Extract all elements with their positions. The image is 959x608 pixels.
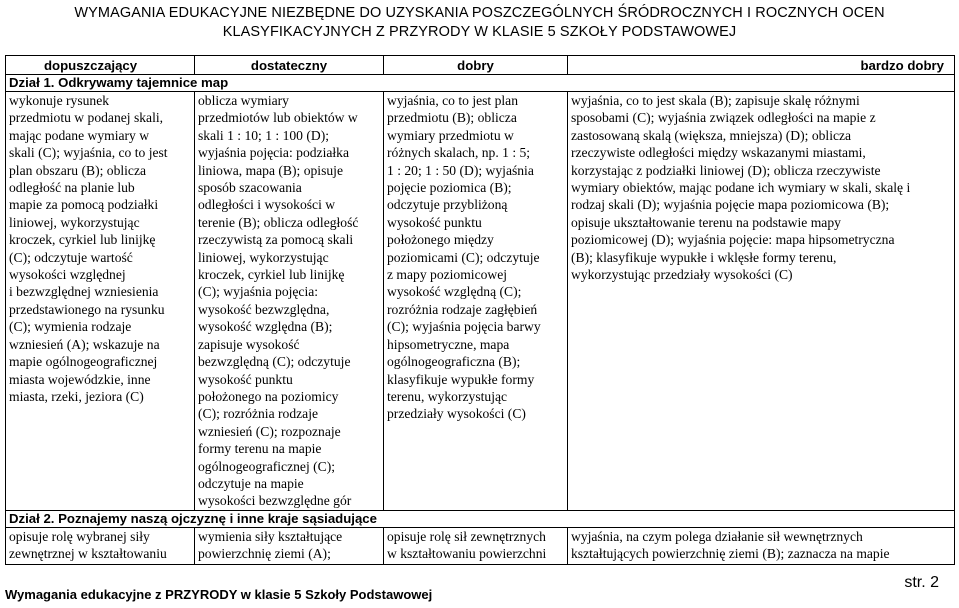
- cell-text-line: poziomicami (C); odczytuje: [387, 249, 540, 265]
- cell-text-line: wymienia siły kształtujące: [198, 528, 343, 544]
- header-dostateczny: dostateczny: [195, 56, 384, 75]
- cell-text-line: różnych skalach, np. 1 : 5;: [387, 145, 531, 161]
- cell-dostateczny: [195, 92, 384, 511]
- cell-text-line: bezwzględną (C); odczytuje: [198, 354, 351, 370]
- cell-text-line: zastosowaną skalą (większa, mniejsza) (D); oblicza: [571, 127, 852, 143]
- cell-text-line: plan obszaru (B); oblicza: [9, 162, 147, 178]
- cell-text-line: sposobami (C); wyjaśnia związek odległości na mapie z: [571, 110, 876, 126]
- cell-text-line: przedmiotu (B); oblicza: [387, 110, 517, 126]
- cell-text-line: wykonuje rysunek: [9, 93, 110, 108]
- cell-text-line: wyjaśnia, na czym polega działanie sił wewnętrznych: [571, 528, 863, 544]
- cell-text-line: odczytuje na mapie: [198, 475, 304, 491]
- requirements-table: [5, 55, 955, 565]
- section-heading-row: [6, 75, 955, 92]
- cell-text-line: oblicza wymiary: [198, 93, 289, 108]
- grade-header-row: [6, 56, 955, 75]
- cell-text-line: wyjaśnia, co to jest plan: [387, 93, 518, 108]
- cell-text-line: wymiary przedmiotu w: [387, 127, 514, 143]
- cell-text-line: w kształtowaniu powierzchni: [387, 546, 547, 562]
- cell-text-line: 1 : 20; 1 : 50 (D); wyjaśnia: [387, 162, 534, 178]
- cell-text-line: (B); klasyfikuje wypukłe i wklęsłe formy terenu,: [571, 249, 837, 265]
- cell-text-line: wysokość bezwzględna,: [198, 301, 330, 317]
- cell-text-line: wysokość względna (B);: [198, 319, 333, 335]
- cell-text-line: skali (C); wyjaśnia, co to jest: [9, 145, 168, 161]
- cell-text-line: liniowa, mapa (B); opisuje: [198, 162, 343, 178]
- cell-text-line: położonego między: [387, 232, 494, 248]
- cell-text-line: kroczek, cyrkiel lub linijkę: [9, 232, 156, 248]
- cell-text-line: ogólnogeograficznej (C);: [198, 458, 336, 474]
- cell-text-line: rozróżnia rodzaje zagłębień: [387, 301, 538, 317]
- cell-text-line: mapie ogólnogeograficznej: [9, 354, 158, 370]
- cell-text-line: odległość na planie lub: [9, 180, 135, 196]
- cell-text-line: opisuje rolę wybranej siły: [9, 528, 150, 544]
- document-title: [0, 4, 959, 42]
- title-line-2: KLASYFIKACYJNYCH Z PRZYRODY W KLASIE 5 SZKOŁY PODSTAWOWEJ: [222, 24, 737, 40]
- cell-text-line: (C); wymienia rodzaje: [9, 319, 132, 335]
- cell-text-line: wykorzystując przedziały wysokości (C): [571, 267, 793, 283]
- title-line-1: WYMAGANIA EDUKACYJNE NIEZBĘDNE DO UZYSKANIA POSZCZEGÓLNYCH ŚRÓDROCZNYCH I ROCZNYCH OCEN: [74, 5, 885, 21]
- cell-text-line: wzniesień (A); wskazuje na: [9, 336, 160, 352]
- cell-text-line: mając podane wymiary w: [9, 127, 150, 143]
- cell-text-line: wyjaśnia pojęcia: podziałka: [198, 145, 349, 161]
- cell-dostateczny: [195, 527, 384, 564]
- cell-text-line: i bezwzględnej wzniesienia: [9, 284, 159, 300]
- cell-text-line: wymiary obiektów, mając podane ich wymiary w skali, skalę i: [571, 180, 911, 196]
- section-heading-row: [6, 510, 955, 527]
- cell-dopuszczajacy: [6, 92, 195, 511]
- cell-text-line: (C); wyjaśnia pojęcia barwy: [387, 319, 541, 335]
- cell-text-line: rodzaj skali (D); wyjaśnia pojęcie mapa poziomicowa (B);: [571, 197, 890, 213]
- cell-text-line: skali 1 : 10; 1 : 100 (D);: [198, 127, 330, 143]
- cell-text-line: poziomicowej (D); wyjaśnia pojęcie: mapa hipsometryczna: [571, 232, 895, 248]
- section-2-row: [6, 527, 955, 564]
- cell-text-line: terenie (B); oblicza odległość: [198, 214, 359, 230]
- cell-text-line: hipsometryczne, mapa: [387, 336, 510, 352]
- cell-text-line: wysokość punktu: [198, 371, 293, 387]
- cell-text-line: zewnętrznej w kształtowaniu: [9, 546, 167, 562]
- cell-text-line: terenu, wykorzystując: [387, 388, 508, 404]
- cell-text-line: przedziały wysokości (C): [387, 406, 526, 422]
- cell-text-line: powierzchnię ziemi (A);: [198, 546, 331, 562]
- cell-bardzo-dobry: [568, 92, 955, 511]
- cell-text-line: opisuje ukształtowanie terenu na podstawie mapy: [571, 214, 841, 230]
- section-1-row: [6, 92, 955, 511]
- cell-text-line: (C); wyjaśnia pojęcia:: [198, 284, 319, 300]
- section-2-heading: Dział 2. Poznajemy naszą ojczyznę i inne kraje sąsiadujące: [6, 510, 955, 527]
- cell-text-line: mapie za pomocą podziałki: [9, 197, 159, 213]
- header-dobry: dobry: [384, 56, 568, 75]
- cell-text-line: wysokości względnej: [9, 267, 126, 283]
- cell-dobry: [384, 92, 568, 511]
- cell-text-line: zapisuje wysokość: [198, 336, 300, 352]
- cell-text-line: (C); odczytuje wartość: [9, 249, 133, 265]
- cell-text-line: miasta wojewódzkie, inne: [9, 371, 151, 387]
- cell-text-line: klasyfikuje wypukłe formy: [387, 371, 535, 387]
- cell-dopuszczajacy: [6, 527, 195, 564]
- cell-text-line: przedstawionego na rysunku: [9, 301, 165, 317]
- cell-text-line: wysokość punktu: [387, 214, 482, 230]
- header-dopuszczajacy: dopuszczający: [6, 56, 195, 75]
- section-1-heading: Dział 1. Odkrywamy tajemnice map: [6, 75, 955, 92]
- footer-text: Wymagania edukacyjne z PRZYRODY w klasie 5 Szkoły Podstawowej: [5, 587, 433, 602]
- cell-text-line: przedmiotów lub obiektów w: [198, 110, 358, 126]
- cell-text-line: kroczek, cyrkiel lub linijkę: [198, 267, 345, 283]
- cell-text-line: z mapy poziomicowej: [387, 267, 508, 283]
- cell-text-line: rzeczywistą za pomocą skali: [198, 232, 354, 248]
- cell-text-line: przedmiotu w podanej skali,: [9, 110, 164, 126]
- cell-text-line: wysokość względną (C);: [387, 284, 522, 300]
- cell-dobry: [384, 527, 568, 564]
- cell-text-line: sposób szacowania: [198, 180, 302, 196]
- header-bardzo-dobry: bardzo dobry: [568, 56, 955, 75]
- cell-text-line: wyjaśnia, co to jest skala (B); zapisuje skalę różnymi: [571, 93, 860, 108]
- cell-text-line: liniowej, wykorzystując: [198, 249, 329, 265]
- cell-text-line: miasta, rzeki, jeziora (C): [9, 388, 144, 404]
- cell-text-line: formy terenu na mapie: [198, 441, 322, 457]
- cell-text-line: pojęcie poziomica (B);: [387, 180, 512, 196]
- cell-text-line: (C); rozróżnia rodzaje: [198, 406, 319, 422]
- cell-text-line: opisuje rolę sił zewnętrznych: [387, 528, 546, 544]
- page-number: str. 2: [904, 574, 939, 591]
- cell-text-line: wysokości bezwzględne gór: [198, 493, 352, 509]
- cell-text-line: rzeczywiste odległości między wskazanymi miastami,: [571, 145, 866, 161]
- cell-text-line: kształtujących powierzchnię ziemi (B); zaznacza na mapie: [571, 546, 890, 562]
- cell-text-line: ogólnogeograficzna (B);: [387, 354, 521, 370]
- cell-bardzo-dobry: [568, 527, 955, 564]
- cell-text-line: odczytuje przybliżoną: [387, 197, 508, 213]
- cell-text-line: korzystając z podziałki liniowej (D); oblicza rzeczywiste: [571, 162, 881, 178]
- cell-text-line: odległości i wysokości w: [198, 197, 336, 213]
- cell-text-line: położonego na poziomicy: [198, 388, 339, 404]
- cell-text-line: liniowej, wykorzystując: [9, 214, 140, 230]
- cell-text-line: wzniesień (C); rozpoznaje: [198, 423, 341, 439]
